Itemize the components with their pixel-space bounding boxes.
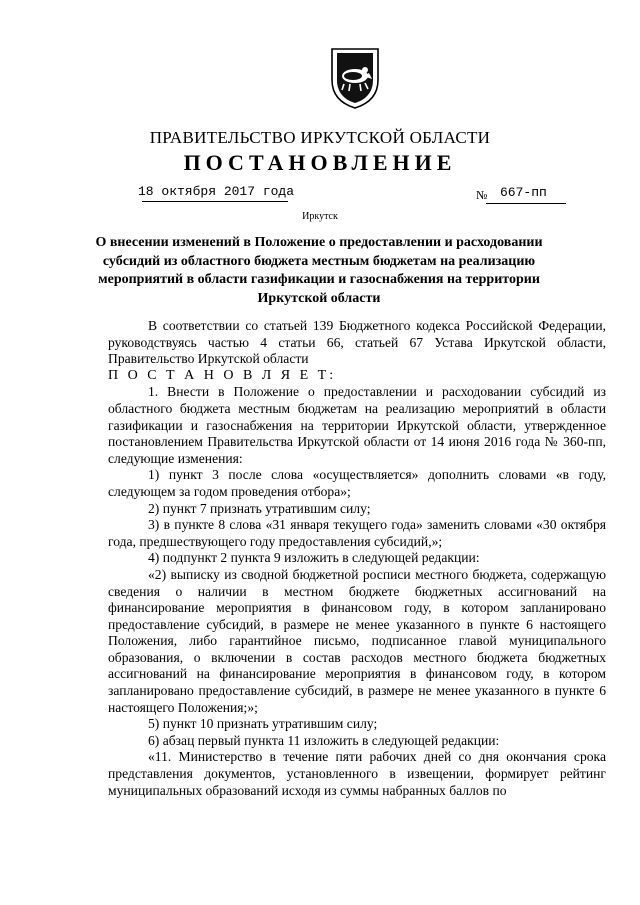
paragraph: «11. Министерство в течение пяти рабочих дней со дня окончания срока представления документов, установленного в извещении, формирует рейтинг муниципальных образований исходя из суммы набранных баллов по xyxy=(108,749,606,798)
government-name: ПРАВИТЕЛЬСТВО ИРКУТСКОЙ ОБЛАСТИ xyxy=(149,128,491,147)
paragraph: «2) выписку из сводной бюджетной росписи местного бюджета, содержащую сведения о наличии в местном бюджете бюджетных ассигнований на финансирование мероприятия в финансовом году, в котором запланировано предоставление субсидий, в размере не менее указанного в пункте 6 настоящего Положения, либо гарантийное письмо, подписанное главой муниципального образования, о включении в состав расходов местного бюджета бюджетных ассигнований на финансирование мероприятия в финансовом году, в котором запланировано предоставление субсидий, в размере не менее указанного в пункте 6 настоящего Положения;»; xyxy=(108,566,606,715)
intro-paragraph: В соответствии со статьей 139 Бюджетного кодекса Российской Федерации, руководствуясь частью 4 статьи 66, статьей 67 Устава Иркутской области, Правительство Иркутской области xyxy=(108,318,606,367)
paragraph: 1) пункт 3 после слова «осуществляется» дополнить словами «в году, следующем за годом проведения отбора»; xyxy=(108,467,606,499)
document-type: ПОСТАНОВЛЕНИЕ xyxy=(183,150,457,175)
document-date: 18 октября 2017 года xyxy=(138,184,295,199)
paragraph: 1. Внести в Положение о предоставлении и расходовании субсидий из областного бюджета местным бюджетам на реализацию мероприятий в области газификации и газоснабжения на территории Иркутской области, утвержденное постановлением Правительства Иркутской области от 14 июня 2016 года № 360-пп, следующие изменения: xyxy=(108,384,606,466)
paragraph: 6) абзац первый пункта 11 изложить в следующей редакции: xyxy=(148,732,500,748)
irkutsk-coat-of-arms-icon xyxy=(328,46,382,110)
document-number: 667-пп xyxy=(500,185,547,200)
document-title: О внесении изменений в Положение о предоставлении и расходовании субсидий из областного бюджета местным бюджетам на реализацию мероприятий в области газификации и газоснабжения на территории Иркутской области xyxy=(95,235,543,306)
decree-word: П О С Т А Н О В Л Я Е Т: xyxy=(108,367,337,383)
document-body xyxy=(108,318,606,799)
paragraph: 4) подпункт 2 пункта 9 изложить в следующей редакции: xyxy=(148,550,480,566)
paragraph: 2) пункт 7 признать утратившим силу; xyxy=(148,500,371,516)
paragraph: 5) пункт 10 признать утратившим силу; xyxy=(148,716,378,732)
city-name: Иркутск xyxy=(302,211,338,222)
date-underline xyxy=(142,201,288,202)
paragraph: 3) в пункте 8 слова «31 января текущего года» заменить словами «30 октября года, предшествующего году предоставления субсидий,»; xyxy=(108,517,606,549)
number-underline xyxy=(486,203,566,204)
number-sign: № xyxy=(476,188,488,202)
